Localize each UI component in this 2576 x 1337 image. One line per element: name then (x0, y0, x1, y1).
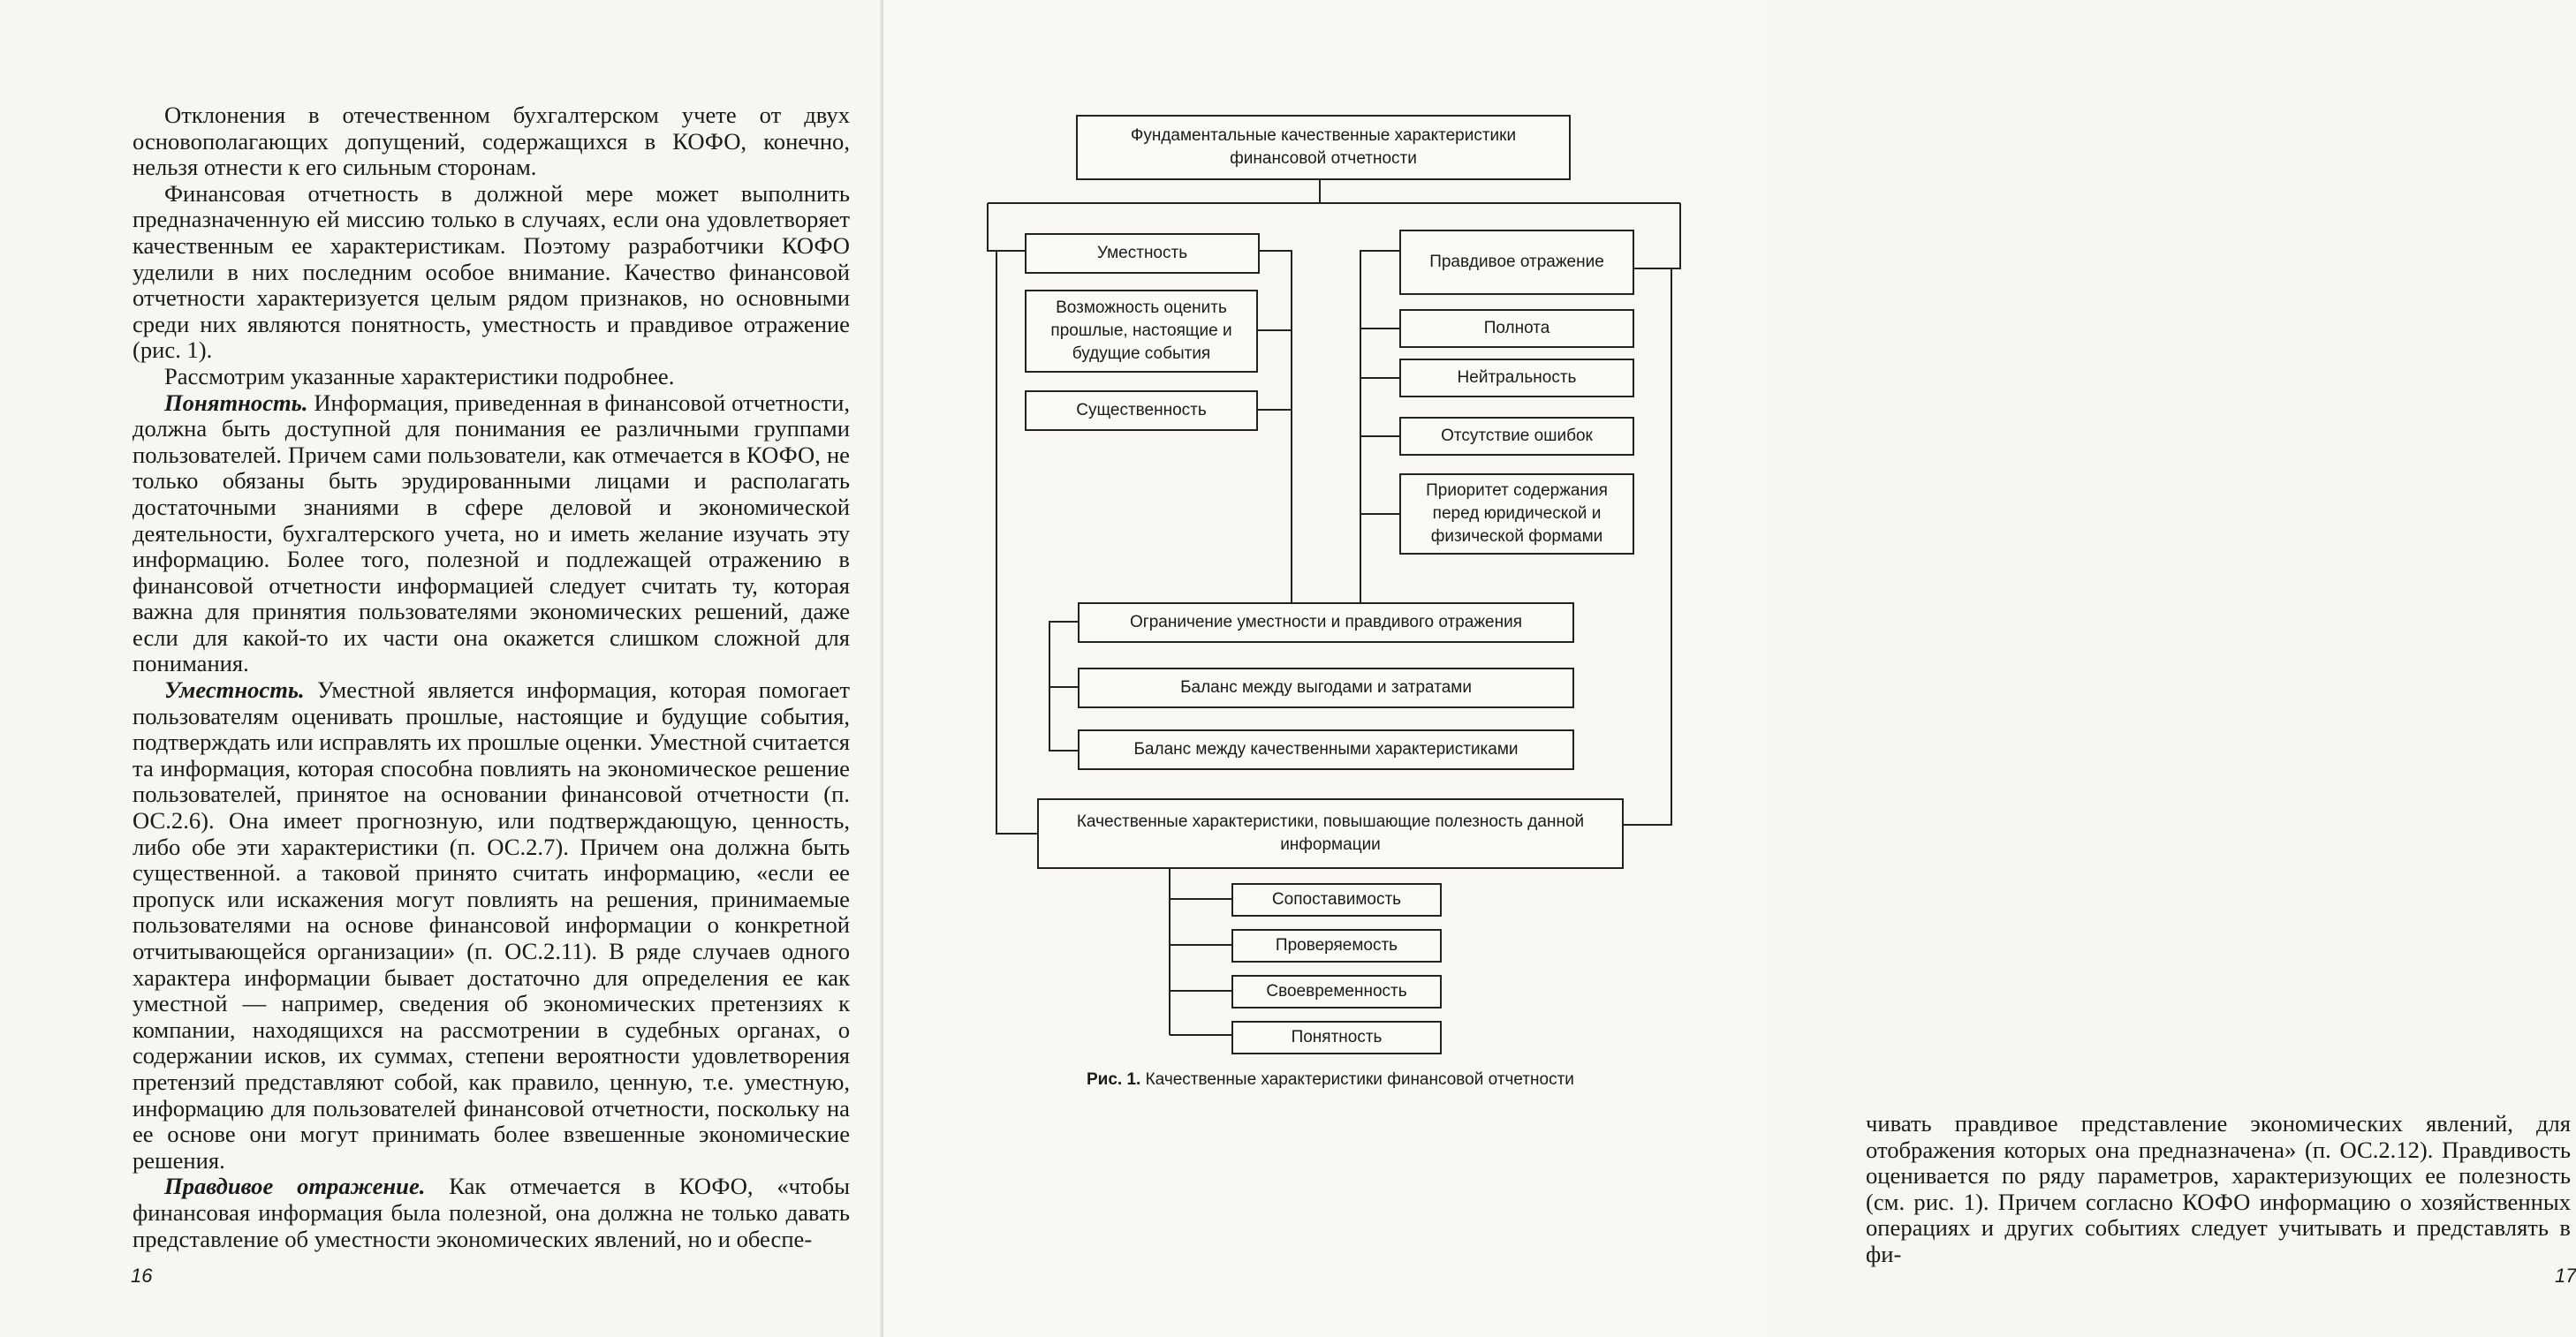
paragraph-text: Уместной является информация, которая помогает пользователям оценивать прошлые, настоящие и будущие события, подтверждать или исправлять их прошлые оценки. Уместной считается та информация, которая способна повлиять на экономическое решение пользователей, принятое на основании финансовой отчетности (п. ОС.2.6). Она имеет прогнозную, или подтверждающую, ценность, либо обе эти характеристики (п. ОС.2.7). Причем она должна быть существенной. а таковой принято считать информацию, «если ее пропуск или искажения могут повлиять на решения, принимаемые пользователями на основе финансовой информации о конкретной отчитывающейся организации» (п. ОС.2.11). В ряде случаев одного характера информации бывает достаточно для определения ее как уместной — например, сведения об экономических претензиях к компании, находящихся на рассмотрении в судебных органах, о содержании исков, их суммах, степени вероятности удовлетворения претензий представляют собой, как правило, ценную, т.е. уместную, информацию для пользователей финансовой отчетности, поскольку на ее основе они могут принимать более взвешенные экономические решения. (133, 676, 850, 1174)
right-page-text (1866, 1111, 2571, 1268)
paragraph (133, 1174, 850, 1252)
faithful-item-box: Приоритет содержания перед юридической и физической формами (1399, 473, 1634, 555)
paragraph-text: Информация, приведенная в финансовой отчетности, должна быть доступной для понимания ее различными группами пользователей. Причем сами пользователи, как отмечается в КОФО, не только обязаны быть эрудированными лицами и располагать достаточными знаниями в сфере деловой и экономической деятельности, бухгалтерского учета, но и иметь желание изучать эту информацию. Более того, полезной и подлежащей отражению в финансовой отчетности информацией следует считать ту, которая важна для принятия пользователями экономических решений, даже если для какой-то их части она окажется слишком сложной для понимания. (133, 389, 850, 677)
paragraph-label: Правдивое отражение. (164, 1173, 426, 1200)
faithful-item-box: Нейтральность (1399, 359, 1634, 397)
enhancing-item-box: Понятность (1231, 1021, 1442, 1054)
paragraph-text: Отклонения в отечественном бухгалтерском учете от двух основополагающих допущений, содержащихся в КОФО, конечно, нельзя отнести к его сильным сторонам. (133, 102, 850, 181)
connector-line (1629, 203, 1680, 268)
connector-line (988, 203, 1025, 251)
paragraph (133, 677, 850, 1174)
paragraph-text: Как отмечается в КОФО, «чтобы финансовая информация была полезной, она должна не только давать представление об уместности экономических явлений, но и обеспе- (133, 1173, 850, 1252)
enhancing-item-box: Сопоставимость (1231, 883, 1442, 917)
paragraph (133, 390, 850, 678)
faithful-item-box: Полнота (1399, 309, 1634, 348)
relevance-item-box: Существенность (1025, 390, 1258, 431)
enhancing-item-box: Своевременность (1231, 975, 1442, 1008)
relevance-box: Уместность (1025, 233, 1260, 274)
fundamental-characteristics-box: Фундаментальные качественные характеристики финансовой отчетности (1076, 115, 1571, 180)
enhancing-characteristics-box: Качественные характеристики, повышающие полезность данной информации (1037, 798, 1624, 869)
paragraph-text: Рассмотрим указанные характеристики подробнее. (164, 362, 675, 389)
paragraph (133, 181, 850, 364)
connector-line (1360, 251, 1399, 604)
caption-label: Рис. 1. (1087, 1070, 1141, 1089)
faithful-item-box: Отсутствие ошибок (1399, 417, 1634, 456)
paragraph-label: Уместность. (164, 676, 305, 704)
constraint-box: Баланс между качественными характеристиками (1078, 729, 1574, 770)
left-page-text (133, 102, 850, 1252)
connector-line (1260, 251, 1292, 604)
paragraph-text: Финансовая отчетность в должной мере может выполнить предназначенную ей миссию только в случаях, если она удовлетворяет качественным ее характеристикам. Поэтому разработчики КОФО уделили в них последним особое внимание. Качество финансовой отчетности характеризуется целым рядом признаков, но основными среди них являются понятность, уместность и правдивое отражение (рис. 1). (133, 179, 850, 364)
paragraph: чивать правдивое представление экономических явлений, для отображения которых она предназначена» (п. ОС.2.12). Правдивость оценивается по ряду параметров, характеризующих ее полезность (см. рис. 1). Причем согласно КОФО информацию о хозяйственных операциях и других событиях следует учитывать и представлять в фи- (1866, 1110, 2571, 1267)
constraint-box: Ограничение уместности и правдивого отражения (1078, 602, 1574, 643)
figure-diagram (975, 110, 1700, 1089)
figure-caption (1087, 1070, 1574, 1090)
faithful-representation-box: Правдивое отражение (1399, 230, 1634, 295)
page-number: 17 (2555, 1265, 2576, 1287)
left-page (0, 0, 883, 1337)
page-number: 16 (131, 1265, 153, 1287)
caption-text: Качественные характеристики финансовой отчетности (1145, 1070, 1574, 1089)
paragraph (133, 364, 850, 390)
paragraph (133, 102, 850, 181)
constraint-box: Баланс между выгодами и затратами (1078, 668, 1574, 708)
enhancing-item-box: Проверяемость (1231, 929, 1442, 963)
paragraph-label: Понятность. (164, 389, 308, 416)
relevance-item-box: Возможность оценить прошлые, настоящие и будущие события (1025, 290, 1258, 373)
